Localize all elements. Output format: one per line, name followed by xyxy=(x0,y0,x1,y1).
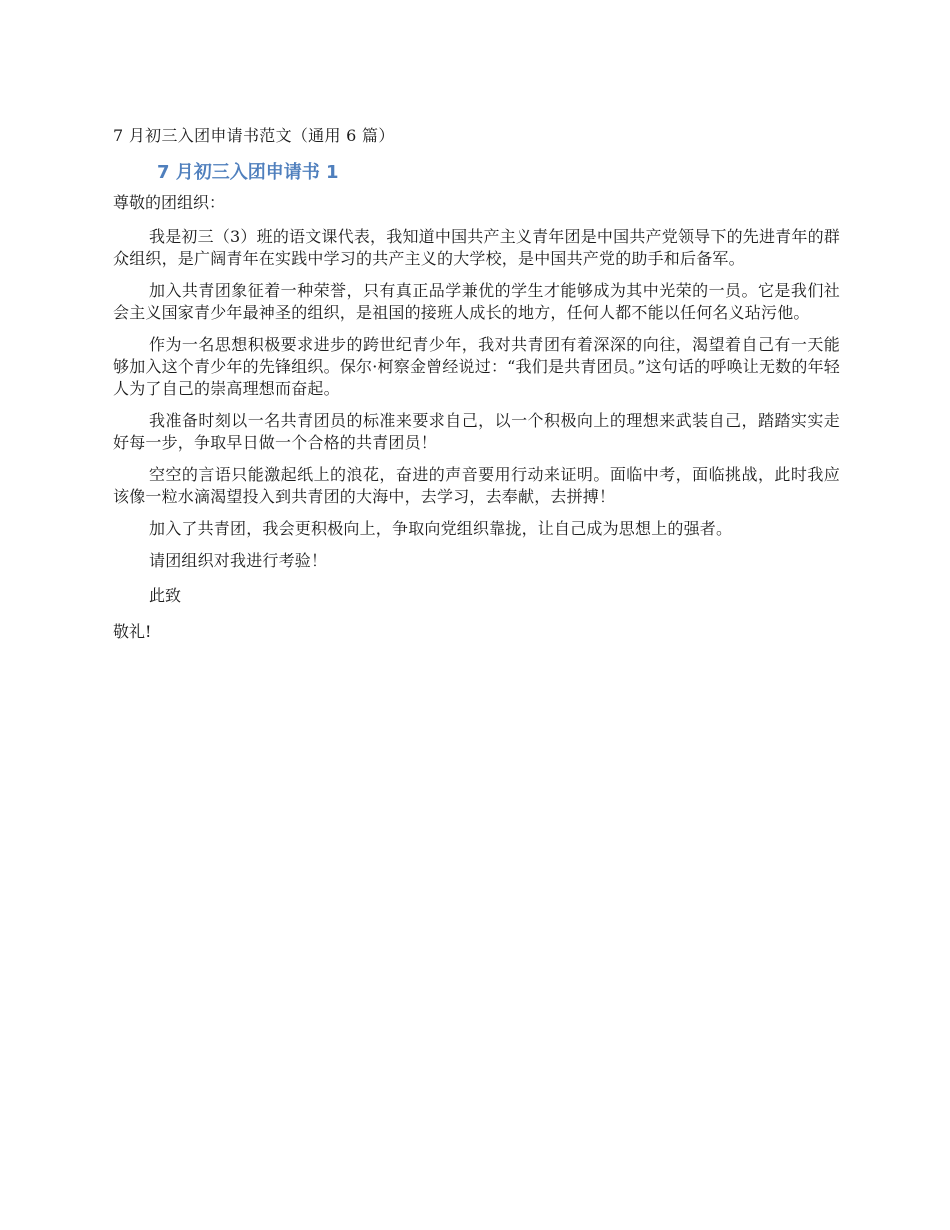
body-paragraph-1: 我是初三（3）班的语文课代表，我知道中国共产主义青年团是中国共产党领导下的先进青年的群众组织，是广阔青年在实践中学习的共产主义的大学校，是中国共产党的助手和后备军。 xyxy=(113,227,840,268)
closing-line: 此致 xyxy=(149,586,182,605)
body-paragraph-4: 我准备时刻以一名共青团员的标准来要求自己，以一个积极向上的理想来武装自己，踏踏实实走好每一步，争取早日做一个合格的共青团员！ xyxy=(113,411,840,452)
body-paragraph-5: 空空的言语只能激起纸上的浪花，奋进的声音要用行动来证明。面临中考，面临挑战，此时我应该像一粒水滴渴望投入到共青团的大海中，去学习，去奉献，去拼搏！ xyxy=(113,465,840,506)
body-paragraph-6: 加入了共青团，我会更积极向上，争取向党组织靠拢，让自己成为思想上的强者。 xyxy=(149,519,733,538)
section-heading: 7 月初三入团申请书 1 xyxy=(157,162,339,183)
document-content xyxy=(113,122,840,644)
salutation: 尊敬的团组织： xyxy=(113,193,226,212)
body-paragraph-3: 作为一名思想积极要求进步的跨世纪青少年，我对共青团有着深深的向往，渴望着自己有一天能够加入这个青少年的先锋组织。保尔·柯察金曾经说过：“我们是共青团员。”这句话的呼唤让无数的年轻人为了自己的崇高理想而奋起。 xyxy=(113,335,840,398)
body-paragraph-2: 加入共青团象征着一种荣誉，只有真正品学兼优的学生才能够成为其中光荣的一员。它是我们社会主义国家青少年最神圣的组织，是祖国的接班人成长的地方，任何人都不能以任何名义玷污他。 xyxy=(113,281,840,322)
body-paragraph-7: 请团组织对我进行考验！ xyxy=(149,551,328,570)
document-title: 7 月初三入团申请书范文（通用 6 篇） xyxy=(113,126,395,145)
regards-line: 敬礼! xyxy=(113,622,152,641)
